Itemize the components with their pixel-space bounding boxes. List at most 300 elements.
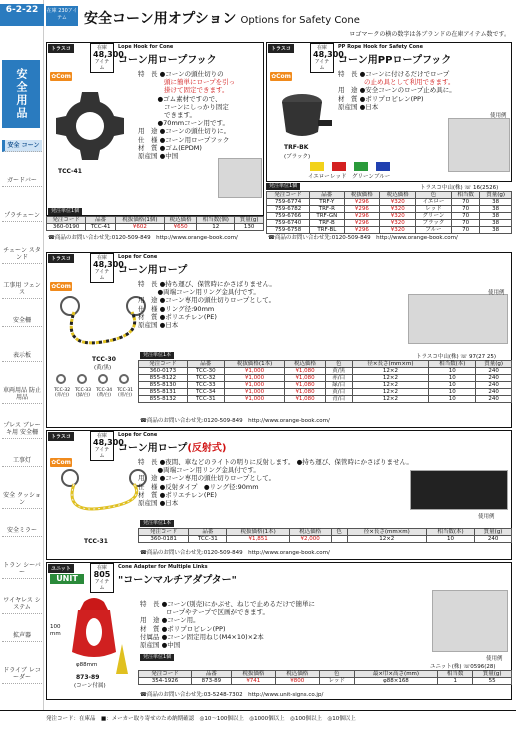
order-code-cell[interactable]: 759-6758 <box>267 227 310 234</box>
page-title-en: Options for Safety Cone <box>240 15 360 26</box>
table-cell: 240 <box>476 382 512 389</box>
table-row <box>139 375 512 382</box>
page-header <box>46 6 512 28</box>
sidebar-item[interactable]: ドライブ レコーダー <box>2 665 42 684</box>
table-row <box>267 199 512 206</box>
table-cell: 240 <box>476 368 512 375</box>
color-swatch <box>376 162 390 171</box>
brand-label: トラスコ <box>48 44 74 53</box>
sidebar-item[interactable]: ワイヤレス システム <box>2 595 42 614</box>
sidebar-item[interactable]: 工事用 フェンス <box>2 280 42 299</box>
sidebar-item[interactable]: 安全ミラー <box>2 525 42 537</box>
table-cell: ¥1,080 <box>285 368 326 375</box>
table-cell: φ88×168 <box>354 678 437 685</box>
color-swatch <box>310 162 324 171</box>
table-cell: ¥320 <box>380 213 416 220</box>
sidebar-item[interactable]: 安全 クッション <box>2 490 42 509</box>
table-cell: ¥741 <box>231 678 275 685</box>
table-cell: 12×2 <box>352 382 429 389</box>
spec-line: 材 質 ●ポリエチレン(PE) <box>138 312 217 321</box>
table-cell: 10 <box>429 375 476 382</box>
product-specs <box>138 280 276 329</box>
table-cell: 12×2 <box>352 389 429 396</box>
table-cell: 黄/黒 <box>325 368 352 375</box>
legend-text: 発注コード：在庫品 ■：メーカー取り寄せのため納期確認 ◎10～100個以上 ◎1000個以上 ◎100個以上 ◎10個以上 <box>46 716 356 722</box>
sidebar <box>0 0 44 729</box>
brand-label: ユニット <box>48 564 74 573</box>
cone-rope-image <box>52 292 152 352</box>
stock-label: 在庫 <box>96 45 107 51</box>
color-swatch <box>354 162 368 171</box>
stock-value: 48,300 <box>93 438 124 447</box>
table-cell: レッド <box>319 678 354 685</box>
table-cell: 873-89 <box>191 678 231 685</box>
sidebar-item[interactable]: ガードバー <box>2 175 42 187</box>
product-specs <box>338 70 456 111</box>
stock-box <box>90 431 124 461</box>
product-model: TCC-41 <box>58 168 82 175</box>
table-cell: ¥1,000 <box>224 396 284 403</box>
product-table-cone-adapter <box>138 670 512 685</box>
product-footer[interactable]: ☎商品のお問い合わせ先:03-5248-7302 http://www.unit-signs.co.jp/ <box>140 692 324 698</box>
table-cell: レッド <box>416 206 452 213</box>
order-code-cell[interactable]: 855-8132 <box>139 396 188 403</box>
table-cell: ¥1,080 <box>285 375 326 382</box>
stock-label: 在庫 <box>96 565 107 571</box>
spec-line: 仕 様 ●コーン用ロープフック <box>138 135 230 144</box>
product-en-name: Lope for Cone <box>118 432 158 438</box>
maker-note: トラスコ中山(株) ☏ 97(27 25) <box>416 354 497 360</box>
table-cell: ブラック <box>416 220 452 227</box>
spec-line: 用 途 ●コーン専用の頭仕切りロープとして。 <box>138 296 276 305</box>
stock-value: 805 <box>93 570 111 579</box>
table-cell: TCC-32 <box>187 375 224 382</box>
table-header: 相当数(個) <box>197 217 235 224</box>
stock-unit: アイテム <box>94 269 110 281</box>
product-en-name: PP Rope Hook for Safety Cone <box>338 44 423 50</box>
table-cell: ¥1,080 <box>285 389 326 396</box>
product-jp-name-variant: (反射式) <box>187 443 227 454</box>
table-cell: 38 <box>480 213 512 220</box>
table-cell: ¥800 <box>275 678 319 685</box>
color-swatch-label: イエロー <box>308 174 330 180</box>
table-cell: TRF-Y <box>310 199 344 206</box>
table-cell: ¥296 <box>344 206 380 213</box>
order-unit-tag: 発注単位1個 <box>48 208 82 215</box>
spec-line: ●ゴム素材ですので、 <box>138 94 222 103</box>
stock-box <box>90 43 124 73</box>
table-row <box>267 220 512 227</box>
table-cell: ¥320 <box>380 199 416 206</box>
sidebar-main-category[interactable]: 安全用品 <box>2 60 40 128</box>
spec-line: 付属品 ●コーン固定用ねじ(M4×10)×2本 <box>140 632 264 641</box>
stock-box <box>310 43 344 73</box>
table-row <box>47 224 264 231</box>
spec-line: できます。 <box>138 111 196 120</box>
spec-line: 材 質 ●ゴム(EPDM) <box>138 143 202 152</box>
usage-caption: 使用例 <box>488 290 505 296</box>
stock-value: 48,300 <box>93 260 124 269</box>
product-specs <box>140 600 315 649</box>
product-en-name: Lope Hook for Cone <box>118 44 174 50</box>
table-header: 税込価格 <box>289 529 331 536</box>
sidebar-item[interactable]: プラチェーン <box>2 210 42 222</box>
order-unit-tag: 発注単位1個 <box>140 654 174 661</box>
spec-line: 原産国 ●日本 <box>138 321 179 330</box>
usage-caption: 使用例 <box>478 514 495 520</box>
product-footer[interactable]: ☎商品のお問い合わせ先:0120-509-849 http://www.orange-book.com/ <box>140 550 330 556</box>
product-jp-name: コーン用ロープ <box>118 265 188 276</box>
table-cell: ¥296 <box>344 213 380 220</box>
table-cell: 70 <box>451 220 480 227</box>
table-cell: 青/白 <box>325 396 352 403</box>
stock-label: 在庫 <box>96 255 107 261</box>
order-code-cell[interactable]: 855-8122 <box>139 375 188 382</box>
table-header: 税抜価格(1本) <box>227 529 289 536</box>
rope-variant-label: TCC-32 (赤/白) <box>53 388 71 398</box>
table-cell: 55 <box>473 678 512 685</box>
spec-line: 仕 様 ●反射タイプ ●リング径:90mm <box>138 482 259 491</box>
rope-variant-label: TCC-33 (緑/白) <box>74 388 92 398</box>
table-cell: 38 <box>480 206 512 213</box>
table-cell: 10 <box>426 536 474 543</box>
table-cell: 10 <box>429 382 476 389</box>
spec-line: 特 長 ●コーンの頭仕切りの <box>138 70 224 78</box>
table-row <box>267 227 512 234</box>
order-code-cell[interactable]: 360-0190 <box>47 224 86 231</box>
table-cell: 130 <box>235 224 264 231</box>
table-cell: ¥2,000 <box>289 536 331 543</box>
table-cell: 12×2 <box>352 375 429 382</box>
table-header: 相当数 <box>438 671 473 678</box>
table-cell: ¥1,000 <box>224 368 284 375</box>
table-header: 発注コード <box>139 529 189 536</box>
table-row <box>267 213 512 220</box>
product-footer[interactable]: ☎商品のお問い合わせ先:0120-509-849 http://www.orange-book.com/ <box>268 235 458 241</box>
order-code-cell[interactable]: 759-6782 <box>267 206 310 213</box>
rope-variant-icon <box>98 374 108 384</box>
table-header: 径×長さ(mm×m) <box>347 529 426 536</box>
spec-line: ●70mmコーン用です。 <box>138 119 229 128</box>
stock-box <box>90 563 114 593</box>
table-cell: グリーン <box>416 213 452 220</box>
table-cell: ¥650 <box>164 224 197 231</box>
sidebar-item[interactable]: 拡声器 <box>2 630 42 642</box>
sidebar-item[interactable]: 工事灯 <box>2 455 42 467</box>
spec-line: 特 長 ●持ち運び、保管時にかさばりません。 <box>138 280 276 288</box>
table-cell: 70 <box>451 206 480 213</box>
table-cell: イエロー <box>416 199 452 206</box>
rope-variant-icon <box>77 374 87 384</box>
table-header: 色 <box>325 361 352 368</box>
order-code-cell[interactable]: 759-6774 <box>267 199 310 206</box>
table-cell: ¥296 <box>344 199 380 206</box>
product-table-reflective-rope <box>138 528 512 543</box>
table-cell: TRF-R <box>310 206 344 213</box>
orange-com-icon: ✿Com <box>51 283 71 290</box>
usage-photo <box>410 470 508 510</box>
product-footer[interactable]: ☎商品のお問い合わせ先:0120-509-849 http://www.orange-book.com/ <box>140 418 330 424</box>
product-jp-name: "コーンマルチアダプター" <box>118 575 237 586</box>
sidebar-item[interactable]: 安全柵 <box>2 315 42 327</box>
table-cell: TCC-31 <box>189 536 227 543</box>
order-code-cell[interactable]: 360-0173 <box>139 368 188 375</box>
stock-unit: アイテム <box>94 579 110 591</box>
rope-variant-icon <box>56 374 66 384</box>
table-header: 品番 <box>86 217 116 224</box>
table-header: 品番 <box>189 529 227 536</box>
table-cell: 240 <box>476 375 512 382</box>
table-header: 相当数(本) <box>429 361 476 368</box>
order-unit-tag: 発注単位1本 <box>140 352 174 359</box>
page-number-top: 6-2-22 <box>0 4 44 26</box>
spec-line: 仕 様 ●リング径:90mm <box>138 304 215 313</box>
spec-line: 用 途 ●コーン専用の頭仕切りロープとして。 <box>138 474 276 483</box>
table-header: 発注コード <box>139 361 188 368</box>
table-cell: TRF-B <box>310 220 344 227</box>
brand-label: トラスコ <box>48 432 74 441</box>
table-cell: 10 <box>429 389 476 396</box>
usage-photo <box>218 158 262 198</box>
table-header: 質量(g) <box>475 529 512 536</box>
product-jp-name-main: コーン用ロープ <box>118 443 188 454</box>
orange-com-icon: ✿Com <box>51 73 71 80</box>
product-model: TCC-30 <box>92 356 116 363</box>
table-cell: 70 <box>451 213 480 220</box>
spec-line: 原産国 ●中国 <box>140 641 181 650</box>
color-swatch-label: グリーン <box>352 174 374 180</box>
sidebar-item[interactable]: プレス ブレーキ用 安全柵 <box>2 420 42 439</box>
spec-line: 頭に簡単にロープを引っ <box>138 78 236 87</box>
table-cell: TCC-31 <box>187 396 224 403</box>
stock-unit: アイテム <box>314 59 330 71</box>
table-header: 発注コード <box>267 192 310 199</box>
sidebar-item[interactable]: 安全 コーン <box>2 140 42 152</box>
orange-com-icon: ✿Com <box>51 459 71 466</box>
usage-caption: 使用例 <box>486 656 503 662</box>
color-swatch-label: レッド <box>330 174 347 180</box>
stock-box <box>90 253 124 283</box>
table-cell: 38 <box>480 199 512 206</box>
pp-rope-hook-image <box>278 92 334 142</box>
product-jp-name: コーン用PPロープフック <box>338 55 452 66</box>
table-row <box>139 368 512 375</box>
table-cell: TCC-30 <box>187 368 224 375</box>
spec-line: ロープやテープで区画ができます。 <box>140 608 270 617</box>
table-header: 品番 <box>187 361 224 368</box>
table-row <box>139 678 512 685</box>
table-cell: 赤/白 <box>325 375 352 382</box>
table-header: 質量(g) <box>473 671 512 678</box>
spec-line: ●両端コーン用リング金具付です。 <box>138 466 260 475</box>
table-cell: TCC-34 <box>187 389 224 396</box>
table-row <box>139 389 512 396</box>
product-model-sub: (黄/黒) <box>94 365 112 371</box>
table-cell: ¥1,080 <box>285 382 326 389</box>
table-row <box>139 396 512 403</box>
stock-label: 在庫 <box>96 433 107 439</box>
rope-variant-icon <box>119 374 129 384</box>
product-table-rope-hook <box>46 216 264 231</box>
table-cell: ¥296 <box>344 220 380 227</box>
product-model: 873-89 <box>76 674 100 681</box>
product-model-sub: (コーン付属) <box>74 683 106 689</box>
orange-com-icon: ✿Com <box>271 73 291 80</box>
header-note: ロゴマークの横の数字は各ブランドの在庫アイテム数です。 <box>349 31 510 38</box>
spec-line: 原産国 ●日本 <box>138 499 179 508</box>
product-en-name: Lope for Cone <box>118 254 158 260</box>
table-header: 税抜価格 <box>231 671 275 678</box>
table-cell: TRF-BL <box>310 227 344 234</box>
spec-line: 材 質 ●ポリプロピレン(PP) <box>140 624 226 633</box>
stock-label: 在庫 <box>316 45 327 51</box>
sidebar-item[interactable]: 表示板 <box>2 350 42 362</box>
order-code-cell[interactable]: 855-8131 <box>139 389 188 396</box>
table-cell: TRF-GN <box>310 213 344 220</box>
usage-caption: 使用例 <box>490 113 507 119</box>
table-cell: 緑/白 <box>325 382 352 389</box>
table-header: 質量(g) <box>235 217 264 224</box>
table-cell: 240 <box>475 536 512 543</box>
product-specs <box>138 70 235 160</box>
order-unit-tag: 発注単位1本 <box>140 520 174 527</box>
product-jp-name <box>118 439 226 454</box>
spec-line: 掛けて固定できます。 <box>138 86 229 95</box>
table-cell: 10 <box>429 368 476 375</box>
maker-note: トラスコ中山(株) ☏ 16(2526) <box>420 185 499 191</box>
table-cell: TCC-33 <box>187 382 224 389</box>
sidebar-item[interactable]: 車両用品 防止用品 <box>2 385 42 404</box>
table-header: 色 <box>416 192 452 199</box>
table-cell: ¥320 <box>380 227 416 234</box>
table-cell: 10 <box>429 396 476 403</box>
table-cell: 70 <box>451 199 480 206</box>
stock-value: 48,300 <box>313 50 344 59</box>
maker-note: ユニット(株) ☏0596(28) <box>430 664 496 670</box>
table-header: 品番 <box>310 192 344 199</box>
spec-line: 用 途 ●コーンの頭仕切りに。 <box>138 127 231 136</box>
table-cell: 黄/白 <box>325 389 352 396</box>
table-header: 税抜価格 <box>344 192 380 199</box>
table-header: 発注コード <box>47 217 86 224</box>
table-header: 質量(g) <box>480 192 512 199</box>
usage-photo <box>408 294 508 344</box>
table-cell: ¥320 <box>380 206 416 213</box>
sidebar-item[interactable]: チェーン スタンド <box>2 245 42 264</box>
table-cell: 240 <box>476 389 512 396</box>
table-cell: ¥296 <box>344 227 380 234</box>
table-header: 税込価格 <box>275 671 319 678</box>
table-cell: ¥1,080 <box>285 396 326 403</box>
spec-line: ●両端コーン用リング金具付です。 <box>138 288 260 297</box>
product-specs <box>138 458 413 507</box>
rope-variant-label: TCC-31 (青/白) <box>116 388 134 398</box>
order-unit-tag: 発注単位1個 <box>266 183 300 190</box>
product-model: TRF-BK <box>284 144 309 151</box>
table-header: 税抜価格(1個) <box>116 217 165 224</box>
table-header: 質量(g) <box>476 361 512 368</box>
color-swatch-label: ブルー <box>374 174 391 180</box>
table-row <box>139 536 512 543</box>
table-cell: ¥1,000 <box>224 375 284 382</box>
product-table-cone-rope <box>138 360 512 403</box>
brand-label: トラスコ <box>48 254 74 263</box>
table-cell: 12×2 <box>352 368 429 375</box>
order-code-cell[interactable]: 360-0181 <box>139 536 189 543</box>
spec-line: 原産国 ●日本 <box>338 102 379 111</box>
dimension-width: φ88mm <box>76 662 98 668</box>
cone-adapter-image <box>64 596 134 676</box>
spec-line: 特 長 ●コーンに付けるだけでロープ <box>338 70 450 78</box>
table-cell: ¥602 <box>116 224 165 231</box>
spec-line: 材 質 ●ポリエチレン(PE) <box>138 490 217 499</box>
rope-hook-image <box>52 88 128 164</box>
usage-photo <box>448 118 510 172</box>
color-swatch <box>332 162 346 171</box>
table-cell: ¥1,000 <box>224 389 284 396</box>
order-code-cell[interactable]: 855-8130 <box>139 382 188 389</box>
product-model-sub: (ブラック) <box>284 154 311 160</box>
table-cell: ブルー <box>416 227 452 234</box>
sidebar-item[interactable]: トラン シーバー <box>2 560 42 579</box>
table-cell: 38 <box>480 220 512 227</box>
table-header: 品番 <box>191 671 231 678</box>
table-cell: 1 <box>438 678 473 685</box>
table-cell: 12×2 <box>347 536 426 543</box>
order-code-cell[interactable]: 354-1926 <box>139 678 192 685</box>
table-cell <box>331 536 347 543</box>
product-jp-name: コーン用ロープフック <box>118 55 217 66</box>
table-header: 税込価格 <box>380 192 416 199</box>
spec-line: 材 質 ●ポリプロピレン(PP) <box>338 94 424 103</box>
table-cell: ¥1,851 <box>227 536 289 543</box>
rope-variant-label: TCC-34 (黄/白) <box>95 388 113 398</box>
brand-label: トラスコ <box>268 44 294 53</box>
product-footer[interactable]: ☎商品のお問い合わせ先:0120-509-849 http://www.orange-book.com/ <box>48 235 238 241</box>
table-header: 税込価格 <box>285 361 326 368</box>
table-cell: 38 <box>480 227 512 234</box>
table-header: 税込価格 <box>164 217 197 224</box>
spec-line: 特 長 ●夜間、車などのライトの明りに反射します。 ●持ち運び、保管時にかさばりません。 <box>138 458 413 466</box>
product-table-pp-rope-hook <box>266 191 512 234</box>
table-cell: ¥1,000 <box>224 382 284 389</box>
page-title-jp: 安全コーン用オプション <box>84 11 237 27</box>
dimension-height: 100 mm <box>50 624 61 637</box>
table-header: 税抜価格(1本) <box>224 361 284 368</box>
product-en-name: Cone Adapter for Multiple Links <box>118 564 208 570</box>
order-code-cell[interactable]: 759-6740 <box>267 220 310 227</box>
table-header: 色 <box>331 529 347 536</box>
order-code-cell[interactable]: 759-6766 <box>267 213 310 220</box>
table-cell: 12 <box>197 224 235 231</box>
spec-line: 特 長 ●コーン(別売)にかぶせ、ねじで止めるだけで簡単に <box>140 600 315 608</box>
spec-line: コーンにしっかり固定 <box>138 102 229 111</box>
table-cell: 240 <box>476 396 512 403</box>
page-title <box>84 8 360 28</box>
usage-photo <box>432 590 508 652</box>
category-badge: 在庫 230アイテム <box>46 6 78 26</box>
table-cell: ¥320 <box>380 220 416 227</box>
spec-line: 用 途 ●安全コーンのロープ止め具に。 <box>338 86 456 95</box>
table-header: 色 <box>319 671 354 678</box>
table-header: 相当数(本) <box>426 529 474 536</box>
table-header: 最×巾×高さ(mm) <box>354 671 437 678</box>
product-model: TCC-31 <box>84 538 108 545</box>
spec-line: 原産国 ●中国 <box>138 152 179 161</box>
table-cell: 70 <box>451 227 480 234</box>
stock-value: 48,300 <box>93 50 124 59</box>
spec-line: の止め具として利用できます。 <box>338 78 455 87</box>
